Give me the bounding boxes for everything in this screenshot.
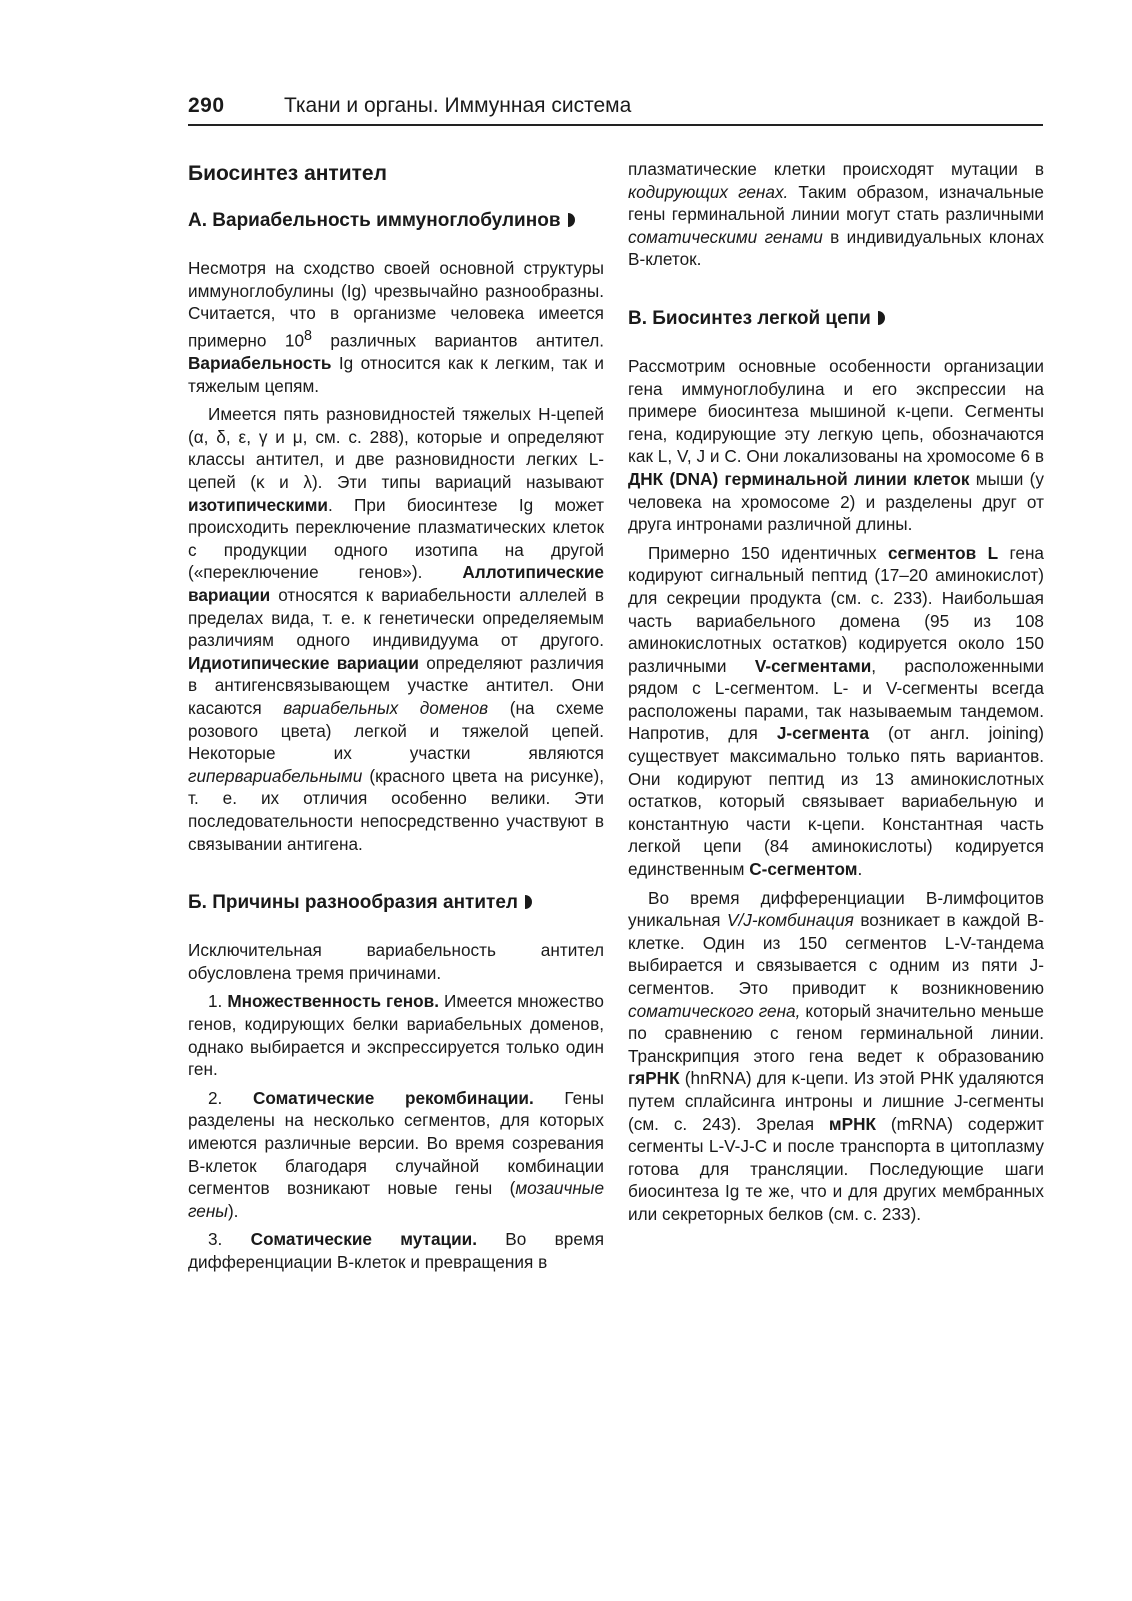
text-run: Исключительная вариабельность антител обусловлена тремя причинами. [188, 940, 604, 983]
text-run: Во время дифференциации В-клеток и превращения в [188, 1229, 605, 1272]
text-run: (от англ. joining) существует максимально только пять вариантов. Они кодируют пептид из 13 аминокислотных остатков, который связывает вариабельную и константную части κ-цепи. Константная часть легкой цепи (84 аминокислоты) кодируется единственным [628, 723, 1045, 880]
text-run: Таким образом, изначальные гены герминальной линии могут стать различными [628, 181, 1044, 225]
text-run: , расположенными рядом с L-сегментом. L- и V-сегменты всегда расположены парами, так называемым тандемом. Напротив, для [628, 655, 1044, 744]
paragraph [628, 542, 1044, 881]
section-marker-icon [525, 895, 532, 909]
text-run: Вариабельность [188, 353, 332, 374]
text-run: Соматические рекомбинации. [253, 1087, 534, 1108]
paragraph [188, 403, 604, 855]
text-run: мыши (у человека на хромосоме 2) и разделены друг от друга интронами различной длины. [628, 468, 1044, 535]
text-run: Ig относится как к легким, так и тяжелым цепям. [188, 353, 604, 396]
text-run: . При биосинтезе Ig может происходить переключение плазматических клеток с продукции одного изотипа на другой («переключение генов»). [188, 494, 604, 583]
subsection-a-heading [188, 209, 604, 233]
text-run: Множественность генов. [227, 991, 439, 1012]
text-run: V/J-комбинация [727, 910, 854, 931]
text-run: 3. [208, 1229, 251, 1250]
text-run: V-сегментами [754, 655, 872, 676]
text-run: гипервариабельными [188, 765, 363, 786]
text-run: различных вариантов антител. [311, 330, 604, 351]
text-run: Идиотипические вариации [188, 652, 419, 673]
text-run: ). [227, 1200, 239, 1221]
text-run: кодирующих генах. [628, 181, 789, 202]
text-run: гяРНК [628, 1068, 680, 1089]
subsection-b-heading-text: Б. Причины разнообразия антител [188, 892, 518, 914]
text-run: Несмотря на сходство своей основной структуры иммуноглобулины (Ig) чрезвычайно разнообразны. Считается, что в организме человека имеется примерно 10 [188, 258, 604, 351]
text-run: (mRNA) содержит сегменты L-V-J-C и после транспорта в цитоплазму готова для трансляции. Последующие шаги биосинтеза Ig те же, что и для других мембранных или секреторных белков (см. с. 233). [628, 1113, 1044, 1224]
section-marker-icon [568, 213, 575, 227]
text-run: изотипическими [188, 494, 329, 515]
text-run: в индивидуальных клонах В-клеток. [628, 226, 1044, 270]
running-title: Ткани и органы. Иммунная система [284, 94, 632, 117]
subsection-c-heading-text: В. Биосинтез легкой цепи [628, 307, 871, 329]
text-run: мозаичные гены [188, 1178, 604, 1221]
text-run: J-сегмента [776, 723, 870, 744]
page-header [188, 94, 1043, 126]
text-run: Во время дифференциации В-лимфоцитов уникальная [628, 887, 1044, 931]
text-run: ДНК (DNA) герминальной линии клеток [628, 468, 970, 489]
text-run: сегментов L [887, 542, 999, 563]
right-column [628, 158, 1044, 1226]
text-run: вариабельных доменов [283, 698, 489, 719]
text-run: Рассмотрим основные особенности организации гена иммуноглобулина и его экспрессии на примере биосинтеза мышиной κ-цепи. Сегменты гена, кодирующие эту легкую цепь, обозначаются как L, V, J и С. Они локализованы на хромосоме 6 в [628, 355, 1044, 467]
paragraph [628, 887, 1044, 1226]
text-run: (hnRNA) для κ-цепи. Из этой РНК удаляются путем сплайсинга интроны и лишние J-сегменты (см. с. 243). Зрелая [628, 1068, 1044, 1134]
list-item [188, 1228, 604, 1273]
paragraph [628, 158, 1044, 271]
left-column [188, 158, 604, 1273]
section-marker-icon [878, 311, 885, 325]
section-title: Биосинтез антител [188, 162, 387, 185]
text-run: соматическими генами [628, 226, 823, 247]
subsection-b-heading [188, 891, 604, 915]
text-run: плазматические клетки происходят мутации в [628, 159, 1044, 179]
text-run: определяют различия в антигенсвязывающем участке антител. Они касаются [188, 652, 604, 719]
paragraph [188, 257, 604, 397]
text-run: (красного цвета на рисунке), т. е. их отличия особенно велики. Эти последовательности непосредственно участвуют в связывании антигена. [188, 765, 604, 854]
text-run: 2. [208, 1087, 253, 1108]
text-run: Примерно 150 идентичных [648, 542, 888, 563]
paragraph [628, 355, 1044, 536]
text-run: гена кодируют сигнальный пептид (17–20 аминокислот) для секреции продукта (см. с. 233). Наибольшая часть вариабельного домена (95 из 108 аминокислотных остатков) кодируется около 150 различными [628, 542, 1044, 676]
text-run: 1. [208, 991, 228, 1012]
text-run: соматического гена, [628, 1000, 801, 1021]
text-run: Имеется пять разновидностей тяжелых Н-цепей (α, δ, ε, γ и μ, см. с. 288), которые и определяют классы антител, и две разновидности легких L-цепей (κ и λ). Эти типы вариаций называют [188, 404, 604, 493]
text-run: . [857, 859, 863, 880]
text-run: (на схеме розового цвета) легкой и тяжелой цепей. Некоторые их участки являются [188, 698, 604, 764]
page-number: 290 [188, 94, 225, 117]
list-item [188, 990, 604, 1080]
text-run: мРНК [828, 1113, 877, 1134]
text-run: Соматические мутации. [250, 1229, 477, 1250]
text-run: С-сегментом [749, 859, 858, 880]
text-run: относятся к вариабельности аллелей в пределах вида, т. е. к генетически определяемым различиям одного индивидуума от другого. [188, 585, 604, 651]
text-run: 8 [304, 327, 312, 344]
text-run: Имеется множество генов, кодирующих белки вариабельных доменов, однако выбирается и экспрессируется только один ген. [188, 991, 604, 1080]
subsection-c-heading [628, 307, 1044, 331]
paragraph [188, 939, 604, 984]
text-run: который значительно меньше по сравнению с геном герминальной линии. Транскрипция этого гена ведет к образованию [628, 1000, 1044, 1066]
subsection-a-heading-text: А. Вариабельность иммуноглобулинов [188, 210, 561, 231]
text-run: Аллотипические вариации [188, 562, 604, 606]
list-item [188, 1087, 604, 1223]
text-run: возникает в каждой В-клетке. Один из 150 сегментов L-V-тандема выбирается и связывается с одним из пяти J-сегментов. Это приводит к возникновению [628, 910, 1044, 998]
text-run: Гены разделены на несколько сегментов, для которых имеются различные версии. Во время созревания В-клеток благодаря случайной комбинации сегментов возникают новые гены ( [188, 1087, 604, 1199]
